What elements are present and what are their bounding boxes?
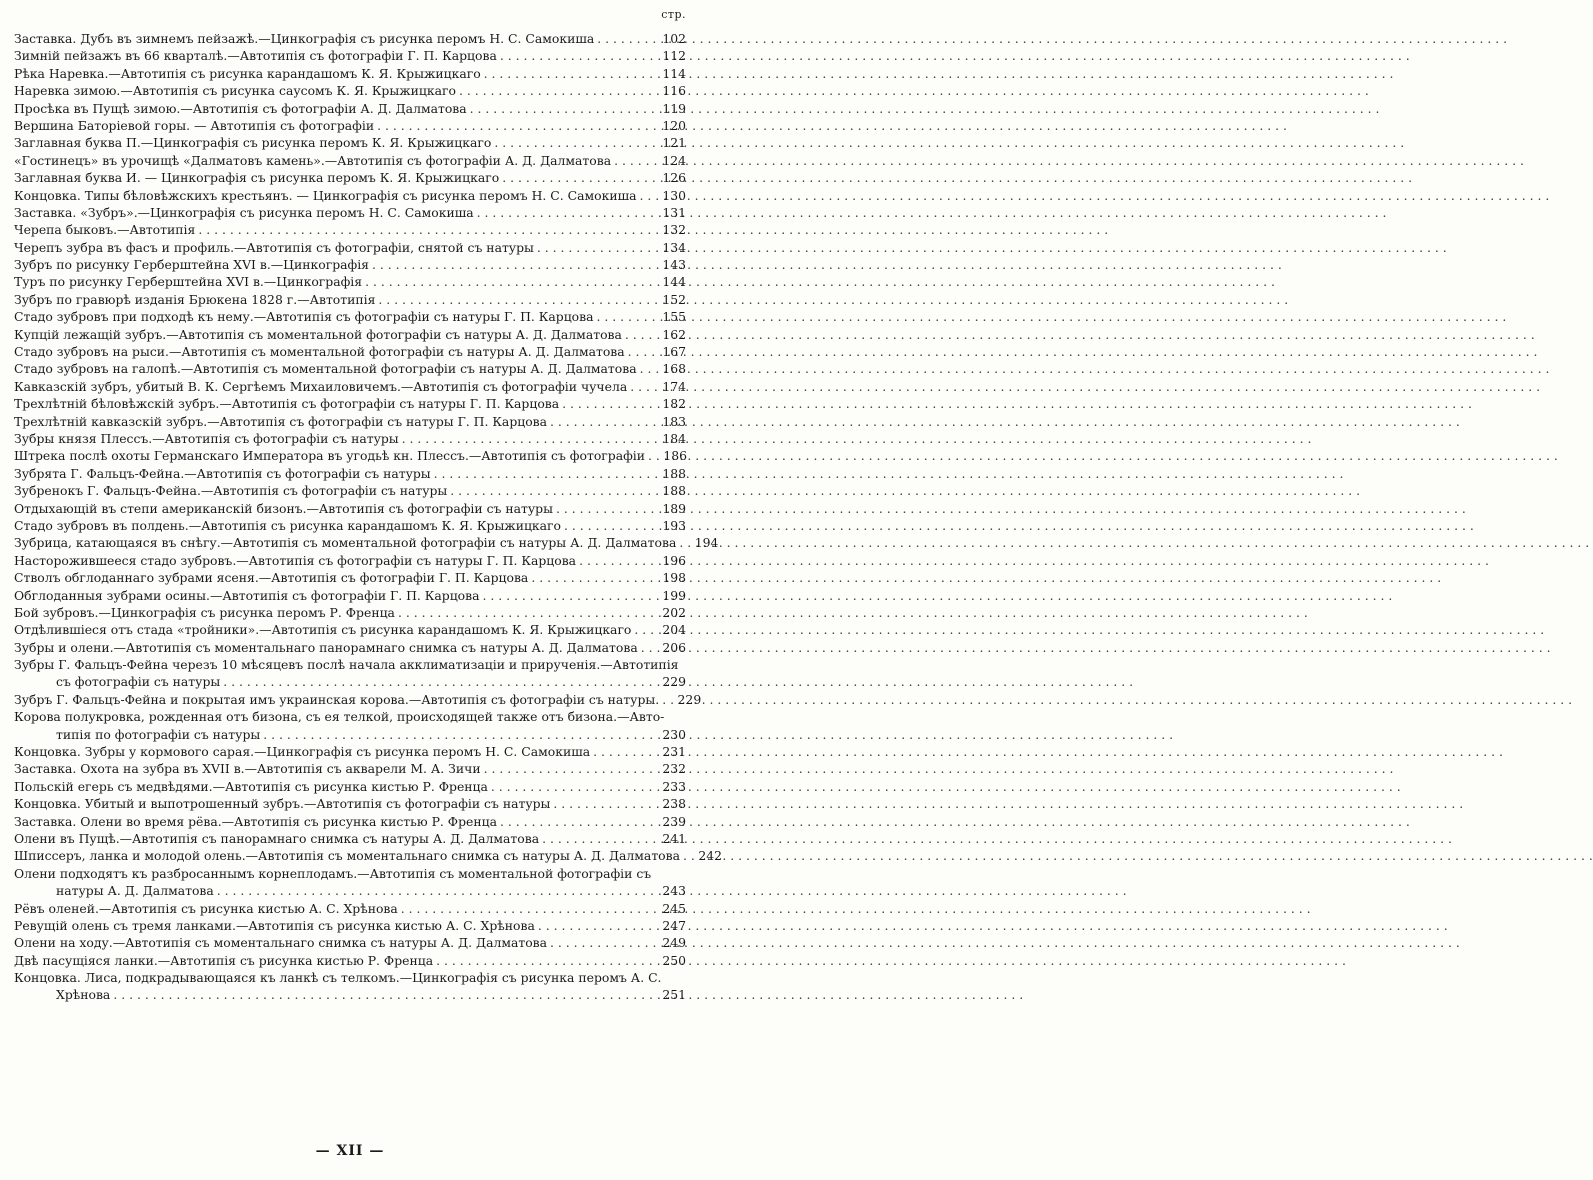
entry-title-continuation: типія по фотографіи съ натуры xyxy=(56,726,261,742)
entry-title: Заглавная буква И. — Цинкографія съ рисунка перомъ К. Я. Крыжицкаго xyxy=(14,170,500,186)
dot-leader xyxy=(579,552,653,569)
toc-entry xyxy=(14,500,686,517)
entry-page-number: 168 xyxy=(662,361,686,377)
dot-leader xyxy=(484,760,653,777)
toc-entry xyxy=(14,413,686,430)
entry-title: Рѣка Наревка.—Автотипія съ рисунка карандашомъ К. Я. Крыжицкаго xyxy=(14,65,481,81)
entry-page-number: 120 xyxy=(662,117,686,133)
toc-entry xyxy=(14,795,686,812)
toc-entry xyxy=(14,708,686,743)
toc-entry xyxy=(14,621,686,638)
toc-entry xyxy=(14,760,686,777)
entry-title: Бой зубровъ.—Цинкографія съ рисунка перомъ Р. Френца xyxy=(14,604,395,620)
entry-title: Стадо зубровъ на рыси.—Автотипія съ моментальной фотографіи съ натуры А. Д. Далматова xyxy=(14,344,625,360)
entry-page-number: 184 xyxy=(662,430,686,446)
entry-page-number: 242 xyxy=(698,848,722,864)
entry-page-number: 112 xyxy=(662,48,686,64)
entry-title: Заставка. Дубъ въ зимнемъ пейзажѣ.—Цинкографія съ рисунка перомъ Н. С. Самокиша xyxy=(14,31,595,46)
dot-leader xyxy=(593,743,653,760)
dot-leader xyxy=(500,47,653,64)
dot-leader xyxy=(641,639,653,656)
dot-leader xyxy=(477,204,653,221)
toc-entry xyxy=(14,30,686,47)
toc-entry xyxy=(14,900,686,917)
entry-page-number: 247 xyxy=(662,917,686,933)
toc-entry xyxy=(14,82,686,99)
entry-page-number: 243 xyxy=(662,883,686,899)
dot-leader xyxy=(542,830,653,847)
entry-title: Туръ по рисунку Герберштейна XVI в.—Цинкографія xyxy=(14,274,363,290)
dot-leader xyxy=(614,152,653,169)
entry-title: Зубры Г. Фальцъ-Фейна черезъ 10 мѣсяцевъ послѣ начала акклиматизаціи и прирученія.—Автотипія xyxy=(14,657,679,673)
entry-page-number: 193 xyxy=(662,517,686,533)
entry-title: Стадо зубровъ въ полдень.—Автотипія съ рисунка карандашомъ К. Я. Крыжицкаго xyxy=(14,517,562,533)
entry-page-number: 143 xyxy=(662,257,686,273)
dot-leader xyxy=(597,308,654,325)
toc-entry xyxy=(14,100,686,117)
toc-entry xyxy=(14,134,686,151)
dot-leader xyxy=(402,430,653,447)
entry-title: Насторожившееся стадо зубровъ.—Автотипія съ фотографіи съ натуры Г. П. Карцова xyxy=(14,552,577,568)
entry-title: Кавказскій зубръ, убитый В. К. Сергѣемъ Михаиловичемъ.—Автотипія съ фотографіи чучела xyxy=(14,378,628,394)
entry-title: Зимній пейзажъ въ 66 кварталѣ.—Автотипія съ фотографіи Г. П. Карцова xyxy=(14,48,497,64)
entry-page-number: 233 xyxy=(662,778,686,794)
toc-entry xyxy=(14,465,686,482)
entry-page-number: 238 xyxy=(662,796,686,812)
dot-leader xyxy=(436,952,653,969)
entry-page-number: 250 xyxy=(662,952,686,968)
toc-entry xyxy=(14,847,722,864)
entry-title: Стадо зубровъ на галопѣ.—Автотипія съ моментальной фотографіи съ натуры А. Д. Далматова xyxy=(14,361,637,377)
dot-leader xyxy=(459,82,653,99)
dot-leader xyxy=(550,413,653,430)
toc-page xyxy=(0,0,722,1180)
toc-entry xyxy=(14,65,686,82)
entry-page-number: 251 xyxy=(662,987,686,1003)
entry-title: Рёвъ оленей.—Автотипія съ рисунка кистью А. С. Хрѣнова xyxy=(14,900,398,916)
entry-title: Корова полукровка, рожденная отъ бизона, съ ея телкой, происходящей также отъ бизона.—Авто- xyxy=(14,709,665,725)
entry-page-number: 124 xyxy=(662,152,686,168)
entry-page-number: 174 xyxy=(662,378,686,394)
toc-entry xyxy=(14,378,686,395)
entry-title: Стадо зубровъ при подходѣ къ нему.—Автотипія съ фотографіи съ натуры Г. П. Карцова xyxy=(14,309,594,325)
toc-entry xyxy=(14,221,686,238)
toc-entry xyxy=(14,47,686,64)
toc-entry xyxy=(14,604,686,621)
dot-leader xyxy=(597,30,653,47)
toc-entry xyxy=(14,204,686,221)
toc-entry xyxy=(14,326,686,343)
dot-leader xyxy=(470,100,653,117)
dot-leader xyxy=(372,256,653,273)
entry-page-number: 198 xyxy=(662,570,686,586)
toc-entry xyxy=(14,656,686,691)
dot-leader xyxy=(484,65,653,82)
entry-page-number: 245 xyxy=(662,900,686,916)
entry-page-number: 249 xyxy=(662,935,686,951)
toc-entry xyxy=(14,952,686,969)
entry-title: Концовка. Зубры у кормового сарая.—Цинкографія съ рисунка перомъ Н. С. Самокиша xyxy=(14,744,591,760)
dot-leader xyxy=(628,343,653,360)
illustrations-list xyxy=(14,30,722,1004)
entry-title: Шписсеръ, ланка и молодой олень.—Автотипія съ моментальнаго снимка съ натуры А. Д. Далматова xyxy=(14,848,680,864)
toc-entry xyxy=(14,117,686,134)
entry-page-number: 231 xyxy=(662,744,686,760)
entry-page-number: 204 xyxy=(662,622,686,638)
dot-leader xyxy=(640,360,653,377)
entry-title: Ревущій олень съ тремя ланками.—Автотипія съ рисунка кистью А. С. Хрѣнова xyxy=(14,917,535,933)
entry-title: Польскій егерь съ медвѣдями.—Автотипія съ рисунка кистью Р. Френца xyxy=(14,778,488,794)
dot-leader xyxy=(640,187,654,204)
entry-title: Зубрята Г. Фальцъ-Фейна.—Автотипія съ фотографіи съ натуры xyxy=(14,465,431,481)
entry-page-number: 182 xyxy=(662,396,686,412)
entry-page-number: 229 xyxy=(662,674,686,690)
entry-title: Обглоданныя зубрами осины.—Автотипія съ фотографіи Г. П. Карцова xyxy=(14,587,480,603)
page-column-header: стр. xyxy=(661,8,686,21)
toc-entry xyxy=(14,187,686,204)
entry-title: Зубры и олени.—Автотипія съ моментальнаго панорамнаго снимка съ натуры А. Д. Далматова xyxy=(14,639,638,655)
entry-title: Просѣка въ Пущѣ зимою.—Автотипія съ фотографіи А. Д. Далматова xyxy=(14,100,467,116)
entry-page-number: 230 xyxy=(662,726,686,742)
entry-page-number: 202 xyxy=(662,604,686,620)
entry-title: Черепъ зубра въ фасъ и профиль.—Автотипія съ фотографіи, снятой съ натуры xyxy=(14,239,534,255)
entry-title: Концовка. Убитый и выпотрошенный зубръ.—Автотипія съ фотографіи съ натуры xyxy=(14,796,551,812)
dot-leader xyxy=(223,673,653,690)
entry-page-number: 162 xyxy=(662,326,686,342)
entry-title: Штрека послѣ охоты Германскаго Императора въ угодьѣ кн. Плессъ.—Автотипія съ фотографіи xyxy=(14,448,646,464)
entry-title: Олени на ходу.—Автотипія съ моментальнаго снимка съ натуры А. Д. Далматова xyxy=(14,935,548,951)
toc-entry xyxy=(14,343,686,360)
dot-leader xyxy=(625,326,653,343)
toc-entry xyxy=(14,360,686,377)
toc-entry xyxy=(14,239,686,256)
dot-leader xyxy=(398,604,653,621)
entry-title: Олени подходятъ къ разбросаннымъ корнеплодамъ.—Автотипія съ моментальной фотографіи съ xyxy=(14,865,652,881)
toc-entry xyxy=(14,291,686,308)
dot-leader xyxy=(401,900,653,917)
entry-page-number: 131 xyxy=(662,204,686,220)
toc-entry xyxy=(14,934,686,951)
toc-entry xyxy=(14,308,686,325)
entry-page-number: 126 xyxy=(662,170,686,186)
toc-entry xyxy=(14,534,719,551)
entry-title: Стволъ обглоданнаго зубрами ясеня.—Автотипія съ фотографіи Г. П. Карцова xyxy=(14,570,529,586)
entry-page-number: 199 xyxy=(662,587,686,603)
toc-entry xyxy=(14,830,686,847)
entry-page-number: 206 xyxy=(662,639,686,655)
entry-page-number: 196 xyxy=(662,552,686,568)
toc-entry xyxy=(14,169,686,186)
dot-leader xyxy=(434,465,653,482)
entry-title: Зубръ Г. Фальцъ-Фейна и покрытая имъ украинская корова.—Автотипія съ фотографіи съ натуры. xyxy=(14,691,660,707)
toc-entry xyxy=(14,969,686,1004)
entry-title: Зубренокъ Г. Фальцъ-Фейна.—Автотипія съ фотографіи съ натуры xyxy=(14,483,448,499)
dot-leader xyxy=(377,117,653,134)
dot-leader xyxy=(502,169,653,186)
toc-entry xyxy=(14,917,686,934)
entry-title: Трехлѣтній кавказскій зубръ.—Автотипія съ фотографіи съ натуры Г. П. Карцова xyxy=(14,413,548,429)
toc-entry xyxy=(14,447,686,464)
entry-title: Заставка. Олени во время рёва.—Автотипія съ рисунка кистью Р. Френца xyxy=(14,813,497,829)
dot-leader xyxy=(217,882,653,899)
entry-page-number: 130 xyxy=(662,187,686,203)
dot-leader xyxy=(683,847,689,864)
toc-entry xyxy=(14,639,686,656)
dot-leader xyxy=(662,691,668,708)
dot-leader xyxy=(198,221,653,238)
toc-entry xyxy=(14,587,686,604)
toc-entry xyxy=(14,813,686,830)
entry-title: Зубры князя Плессъ.—Автотипія съ фотографіи съ натуры xyxy=(14,430,399,446)
entry-page-number: 134 xyxy=(662,239,686,255)
toc-entry xyxy=(14,430,686,447)
dot-leader xyxy=(500,813,653,830)
dot-leader xyxy=(537,239,653,256)
entry-title: Наревка зимою.—Автотипія съ рисунка саусомъ К. Я. Крыжицкаго xyxy=(14,83,456,99)
entry-page-number: 152 xyxy=(662,291,686,307)
entry-title: Заставка. Охота на зубра въ XVII в.—Автотипія съ акварели М. А. Зичи xyxy=(14,761,481,777)
entry-page-number: 189 xyxy=(662,500,686,516)
entry-page-number: 114 xyxy=(662,65,686,81)
dot-leader xyxy=(648,447,654,464)
entry-title: Отдѣлившіеся отъ стада «тройники».—Автотипія съ рисунка карандашомъ К. Я. Крыжицкаго xyxy=(14,622,632,638)
dot-leader xyxy=(378,291,653,308)
entry-title: Концовка. Лиса, подкрадывающаяся къ ланкѣ съ телкомъ.—Цинкографія съ рисунка перомъ А. С. xyxy=(14,970,662,986)
toc-entry xyxy=(14,691,702,708)
toc-entry xyxy=(14,569,686,586)
entry-title-continuation: натуры А. Д. Далматова xyxy=(56,883,214,899)
toc-entry xyxy=(14,152,686,169)
entry-page-number: 241 xyxy=(662,830,686,846)
dot-leader xyxy=(531,569,653,586)
entry-title: Зубръ по гравюрѣ изданія Брюкена 1828 г.—Автотипія xyxy=(14,291,376,307)
entry-title-continuation: съ фотографіи съ натуры xyxy=(56,674,221,690)
entry-title: Олени въ Пущѣ.—Автотипія съ панорамнаго снимка съ натуры А. Д. Далматова xyxy=(14,830,540,846)
entry-title: Зубръ по рисунку Герберштейна XVI в.—Цинкографія xyxy=(14,257,369,273)
dot-leader xyxy=(113,986,653,1003)
entry-page-number: 188 xyxy=(662,483,686,499)
entry-page-number: 121 xyxy=(662,135,686,151)
toc-entry xyxy=(14,482,686,499)
dot-leader xyxy=(556,500,653,517)
entry-page-number: 116 xyxy=(662,83,686,99)
dot-leader xyxy=(562,395,653,412)
dot-leader xyxy=(365,273,653,290)
dot-leader xyxy=(483,587,654,604)
entry-page-number: 155 xyxy=(662,309,686,325)
dot-leader xyxy=(450,482,653,499)
entry-title: Зубрица, катающаяся въ снѣгу.—Автотипія съ моментальной фотографіи съ натуры А. Д. Далматова xyxy=(14,535,677,551)
entry-title: Трехлѣтній бѣловѣжскій зубръ.—Автотипія съ фотографіи съ натуры Г. П. Карцова xyxy=(14,396,560,412)
entry-page-number: 186 xyxy=(663,448,688,464)
entry-title: Отдыхающій въ степи американскій бизонъ.—Автотипія съ фотографіи съ натуры xyxy=(14,500,553,516)
dot-leader xyxy=(634,621,653,638)
entry-page-number: 183 xyxy=(662,413,686,429)
toc-entry xyxy=(14,865,686,900)
entry-title: Заглавная буква П.—Цинкографія съ рисунка перомъ К. Я. Крыжицкаго xyxy=(14,135,492,151)
dot-leader xyxy=(538,917,653,934)
toc-entry xyxy=(14,778,686,795)
dot-leader xyxy=(550,934,653,951)
dot-leader xyxy=(564,517,653,534)
entry-title: Черепа быковъ.—Автотипія xyxy=(14,222,196,238)
entry-title: Вершина Баторіевой горы. — Автотипія съ фотографіи xyxy=(14,117,375,133)
entry-page-number: 167 xyxy=(662,344,686,360)
entry-page-number: 194 xyxy=(694,535,719,551)
entry-title: Купцій лежащій зубръ.—Автотипія съ моментальной фотографіи съ натуры А. Д. Далматова xyxy=(14,326,622,342)
toc-entry xyxy=(14,743,686,760)
dot-leader xyxy=(263,726,653,743)
page-number: — XII — xyxy=(315,1143,385,1159)
toc-entry xyxy=(14,395,686,412)
dot-leader xyxy=(630,378,653,395)
entry-page-number: 232 xyxy=(662,761,686,777)
entry-page-number: 144 xyxy=(662,274,686,290)
entry-page-number: 239 xyxy=(662,813,686,829)
dot-leader xyxy=(494,134,653,151)
dot-leader xyxy=(679,534,685,551)
entry-title-continuation: Хрѣнова xyxy=(56,987,111,1003)
toc-entry xyxy=(14,273,686,290)
toc-entry xyxy=(14,256,686,273)
dot-leader xyxy=(553,795,653,812)
entry-page-number: 229 xyxy=(677,691,702,707)
entry-title: Заставка. «Зубръ».—Цинкографія съ рисунка перомъ Н. С. Самокиша xyxy=(14,204,474,220)
dot-leader xyxy=(491,778,653,795)
entry-title: Концовка. Типы бѣловѣжскихъ крестьянъ. — Цинкографія съ рисунка перомъ Н. С. Самокиша xyxy=(14,187,637,203)
entry-title: «Гостинецъ» въ урочищѣ «Далматовъ камень».—Автотипія съ фотографіи А. Д. Далматова xyxy=(14,152,612,168)
entry-page-number: 188 xyxy=(662,465,686,481)
toc-entry xyxy=(14,517,686,534)
entry-title: Двѣ пасущіяся ланки.—Автотипія съ рисунка кистью Р. Френца xyxy=(14,952,434,968)
entry-page-number: 132 xyxy=(662,222,686,238)
toc-entry xyxy=(14,552,686,569)
entry-page-number: 102 xyxy=(662,31,686,46)
entry-page-number: 119 xyxy=(662,100,686,116)
